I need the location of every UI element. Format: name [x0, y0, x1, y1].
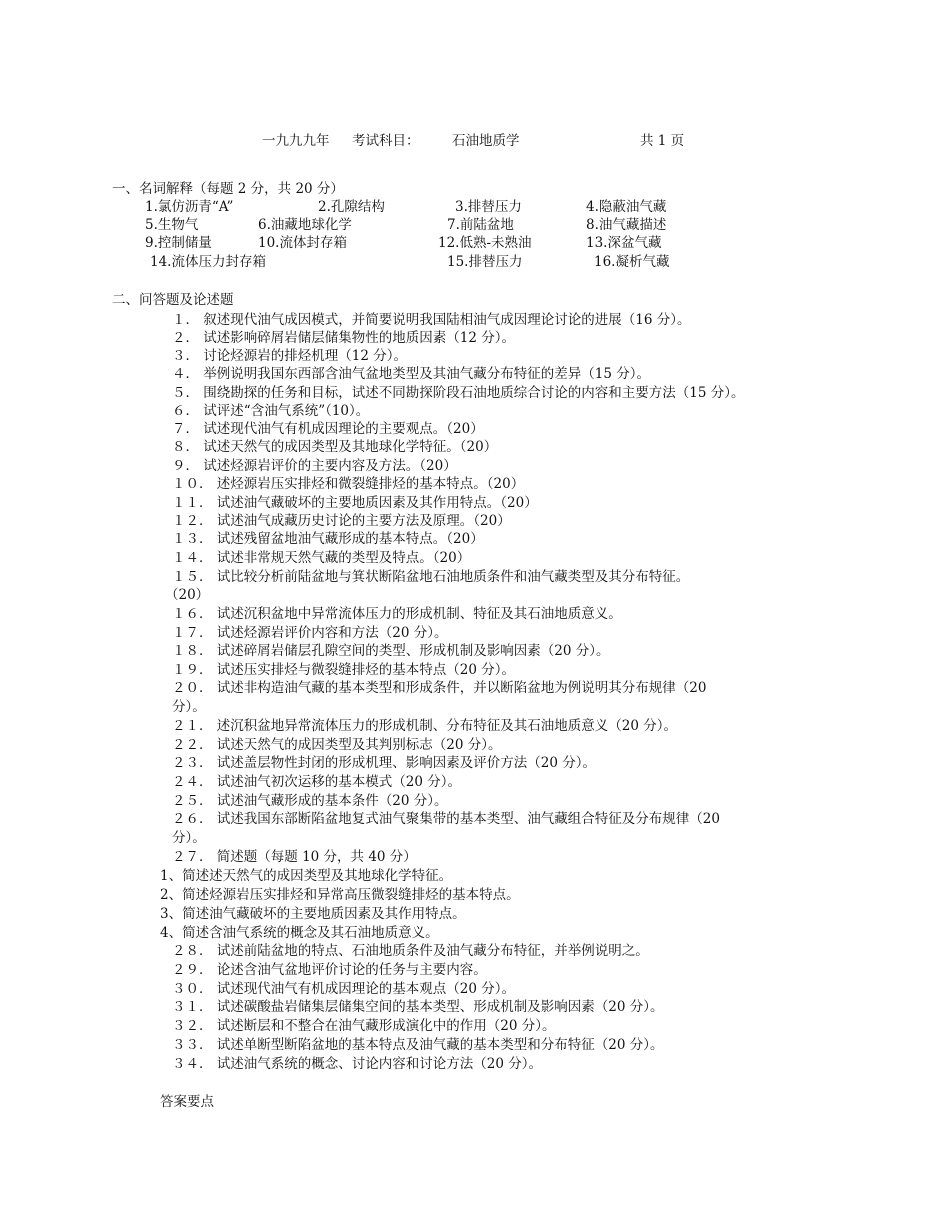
- question-item: １１． 试述油气藏破坏的主要地质因素及其作用特点。（20）: [172, 495, 538, 511]
- question-item: ３． 讨论烃源岩的排烃机理（12 分）。: [172, 348, 408, 364]
- question-item: ２． 试述影响碎屑岩储层储集物性的地质因素（12 分）。: [172, 330, 516, 346]
- term-item: 2.孔隙结构: [318, 199, 385, 215]
- question-item-continued: 分）。: [172, 699, 206, 715]
- question-item: ３４． 试述油气系统的概念、讨论内容和讨论方法（20 分）。: [172, 1056, 543, 1072]
- term-item: 16.凝析气藏: [594, 254, 670, 270]
- question-item: ２７． 简述题（每题 10 分，共 40 分）: [172, 849, 417, 865]
- question-item: １５． 试比较分析前陆盆地与箕状断陷盆地石油地质条件和油气藏类型及其分布特征。: [172, 569, 690, 585]
- term-item: 9.控制储量: [145, 235, 212, 251]
- question-item-continued: 分）。: [172, 830, 206, 846]
- answer-heading: 答案要点: [160, 1094, 214, 1110]
- question-item: ４． 举例说明我国东西部含油气盆地类型及其油气藏分布特征的差异（15 分）。: [172, 366, 651, 382]
- term-item: 5.生物气: [145, 217, 199, 233]
- term-item: 10.流体封存箱: [258, 235, 347, 251]
- question-item: １７． 试述烃源岩评价内容和方法（20 分）。: [172, 625, 448, 641]
- term-item: 6.油藏地球化学: [258, 217, 352, 233]
- question-item: １． 叙述现代油气成因模式，并简要说明我国陆相油气成因理论讨论的进展（16 分）。: [172, 312, 691, 328]
- short-question-item: 4、简述含油气系统的概念及其石油地质意义。: [160, 925, 439, 941]
- question-item: ２５． 试述油气藏形成的基本条件（20 分）。: [172, 793, 448, 809]
- question-item: ２３． 试述盖层物性封闭的形成机理、影响因素及评价方法（20 分）。: [172, 755, 597, 771]
- question-item: ８． 试述天然气的成因类型及其地球化学特征。（20）: [172, 439, 498, 455]
- section1-title: 一、名词解释（每题 2 分，共 20 分）: [112, 181, 344, 197]
- question-item: ３１． 试述碳酸盐岩储集层储集空间的基本类型、形成机制及影响因素（20 分）。: [172, 999, 664, 1015]
- question-item: ９． 试述烃源岩评价的主要内容及方法。（20）: [172, 458, 457, 474]
- question-item: １６． 试述沉积盆地中异常流体压力的形成机制、特征及其石油地质意义。: [172, 606, 622, 622]
- question-item: ５． 围绕勘探的任务和目标，试述不同勘探阶段石油地质综合讨论的内容和主要方法（15 分）。: [172, 385, 745, 401]
- page-count: 共 1 页: [640, 133, 685, 149]
- question-item: ６． 试评述“含油气系统”（10）。: [172, 403, 370, 419]
- question-item: ２２． 试述天然气的成因类型及其判别标志（20 分）。: [172, 737, 502, 753]
- term-item: 12.低熟-未熟油: [438, 235, 532, 251]
- question-item: １９． 试述压实排烃与微裂缝排烃的基本特点（20 分）。: [172, 662, 516, 678]
- term-item: 14.流体压力封存箱: [150, 254, 266, 270]
- question-item: １８． 试述碎屑岩储层孔隙空间的类型、形成机制及影响因素（20 分）。: [172, 643, 610, 659]
- term-item: 1.氯仿沥青“A”: [145, 199, 234, 215]
- short-question-item: 2、简述烃源岩压实排烃和异常高压微裂缝排烃的基本特点。: [160, 887, 520, 903]
- question-item: ３２． 试述断层和不整合在油气藏形成演化中的作用（20 分）。: [172, 1018, 556, 1034]
- question-item: ２０． 试述非构造油气藏的基本类型和形成条件，并以断陷盆地为例说明其分布规律（20: [172, 680, 707, 696]
- question-item: ３３． 试述单断型断陷盆地的基本特点及油气藏的基本类型和分布特征（20 分）。: [172, 1037, 664, 1053]
- subject-label: 考试科目：: [352, 133, 420, 149]
- question-item: １４． 试述非常规天然气藏的类型及特点。（20）: [172, 550, 471, 566]
- term-item: 4.隐蔽油气藏: [586, 199, 667, 215]
- term-item: 13.深盆气藏: [586, 235, 662, 251]
- short-question-item: 3、简述油气藏破坏的主要地质因素及其作用特点。: [160, 906, 466, 922]
- question-item: ２１． 述沉积盆地异常流体压力的形成机制、分布特征及其石油地质意义（20 分）。: [172, 718, 678, 734]
- exam-year: 一九九九年: [262, 133, 330, 149]
- question-item: １２． 试述油气成藏历史讨论的主要方法及原理。（20）: [172, 513, 511, 529]
- question-item: ２６． 试述我国东部断陷盆地复式油气聚集带的基本类型、油气藏组合特征及分布规律（20: [172, 811, 720, 827]
- question-item: ２４． 试述油气初次运移的基本模式（20 分）。: [172, 774, 462, 790]
- question-item: １３． 试述残留盆地油气藏形成的基本特点。（20）: [172, 531, 484, 547]
- question-item: ２９． 论述含油气盆地评价讨论的任务与主要内容。: [172, 962, 487, 978]
- term-item: 3.排替压力: [455, 199, 522, 215]
- term-item: 8.油气藏描述: [586, 217, 667, 233]
- section2-title: 二、问答题及论述题: [112, 292, 234, 308]
- exam-subject: 石油地质学: [452, 133, 520, 149]
- question-item-continued: （20）: [165, 587, 210, 603]
- term-item: 7.前陆盆地: [447, 217, 514, 233]
- question-item: ３０． 试述现代油气有机成因理论的基本观点（20 分）。: [172, 981, 516, 997]
- term-item: 15.排替压力: [447, 254, 523, 270]
- question-item: ７． 试述现代油气有机成因理论的主要观点。（20）: [172, 421, 484, 437]
- short-question-item: 1、简述述天然气的成因类型及其地球化学特征。: [160, 868, 453, 884]
- question-item: ２８． 试述前陆盆地的特点、石油地质条件及油气藏分布特征，并举例说明之。: [172, 943, 649, 959]
- question-item: １０． 述烃源岩压实排烃和微裂缝排烃的基本特点。（20）: [172, 476, 525, 492]
